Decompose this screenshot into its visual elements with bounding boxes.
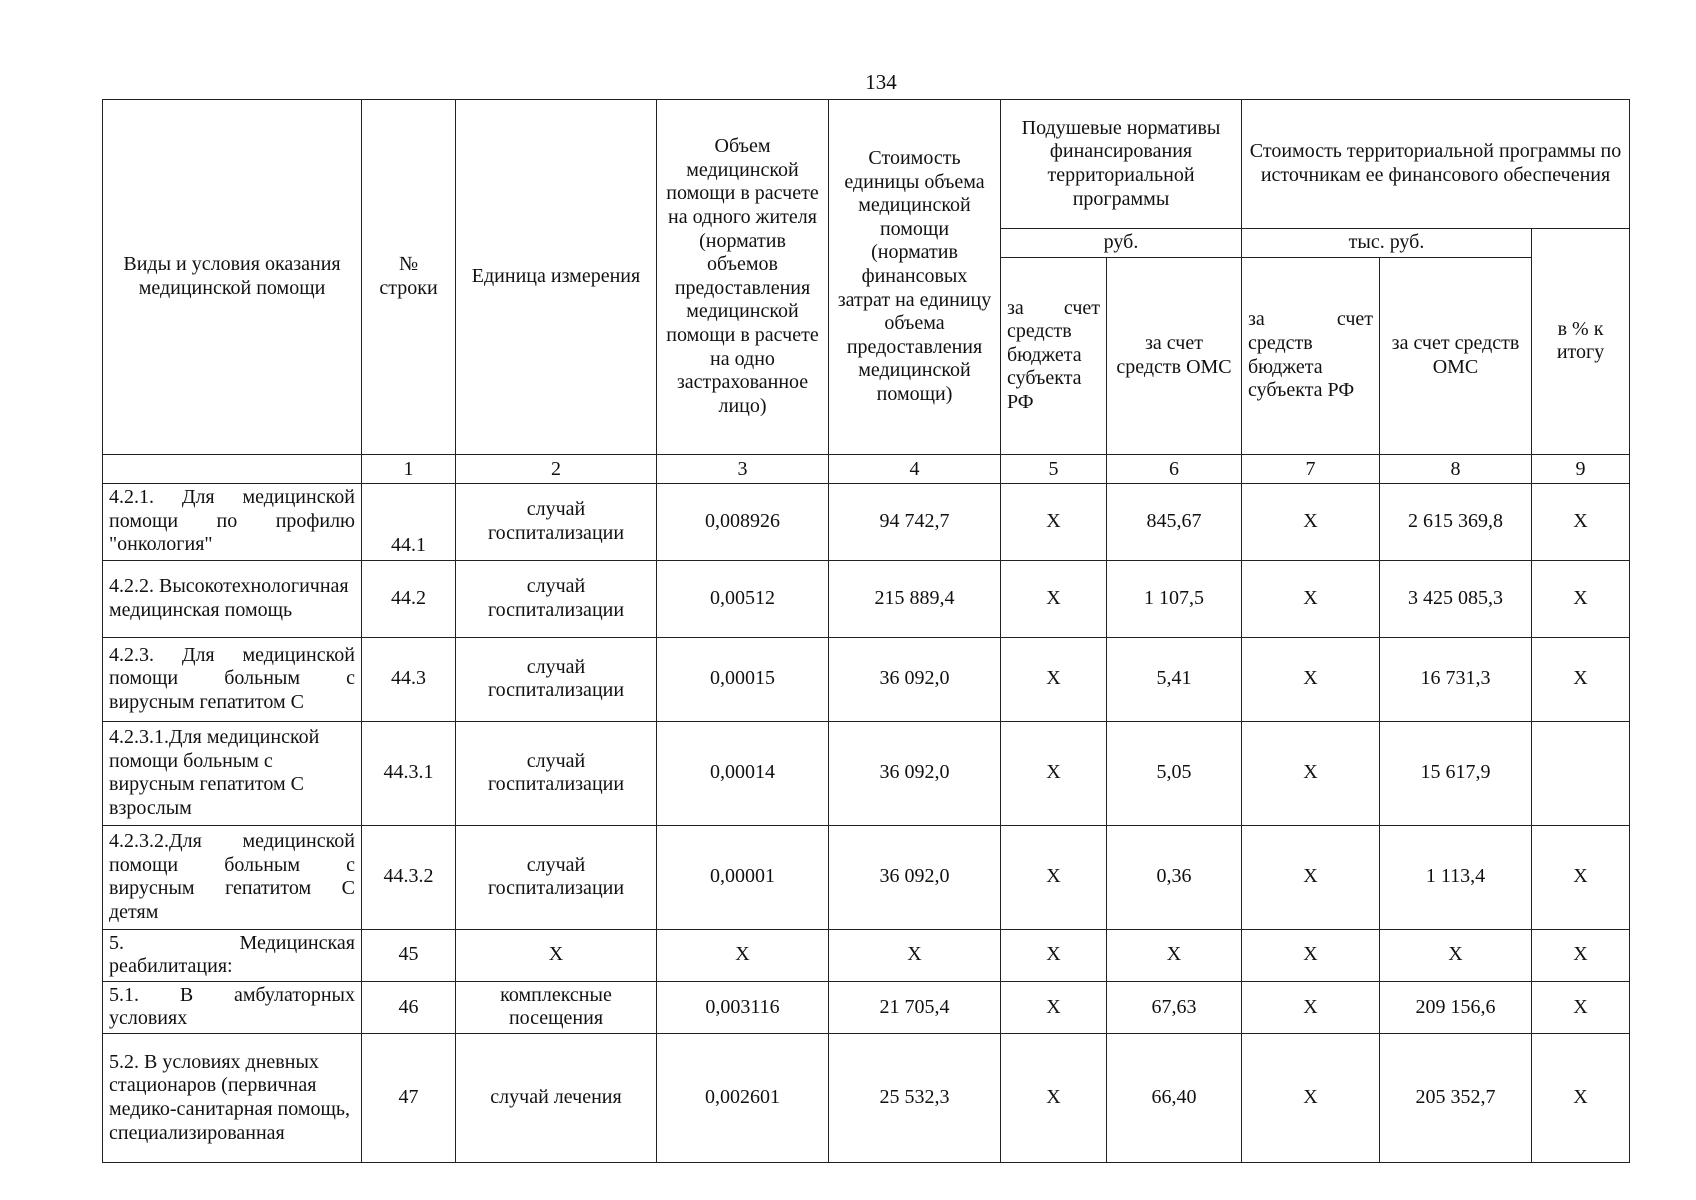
cell-c7: Х: [1242, 637, 1380, 721]
column-number: 6: [1107, 454, 1242, 483]
header-unit-rub: руб.: [1001, 229, 1242, 258]
cell-volume: 0,00512: [657, 560, 829, 637]
column-number: 8: [1380, 454, 1532, 483]
cell-c8: 209 156,6: [1380, 981, 1532, 1033]
column-number: 5: [1001, 454, 1107, 483]
cell-c5: Х: [1001, 825, 1107, 929]
cell-volume: 0,003116: [657, 981, 829, 1033]
cell-kind: 4.2.3.2.Для медицинской помощи больным с вирусным гепатитом С детям: [103, 825, 362, 929]
cell-volume: 0,00014: [657, 721, 829, 825]
cell-cost: 36 092,0: [829, 721, 1001, 825]
cell-c5: Х: [1001, 721, 1107, 825]
cell-volume: Х: [657, 929, 829, 981]
cell-c6: 845,67: [1107, 483, 1242, 560]
cell-unit: случай госпитализации: [456, 560, 657, 637]
cell-c6: 5,05: [1107, 721, 1242, 825]
header-budget-7: за счет средств бюджета субъекта РФ: [1242, 257, 1380, 454]
cell-row-no: 44.3.2: [362, 825, 456, 929]
header-kind: Виды и условия оказания медицинской помощи: [103, 100, 362, 455]
cell-c5: Х: [1001, 1033, 1107, 1162]
cell-c8: 16 731,3: [1380, 637, 1532, 721]
cell-c7: Х: [1242, 825, 1380, 929]
column-number: 2: [456, 454, 657, 483]
cell-c8: 1 113,4: [1380, 825, 1532, 929]
cell-c9: Х: [1532, 560, 1630, 637]
cell-c6: 0,36: [1107, 825, 1242, 929]
header-unit-thousand-rub: тыс. руб.: [1242, 229, 1532, 258]
cell-row-no: 44.3.1: [362, 721, 456, 825]
cell-kind: 4.2.2. Высокотехнологичная медицинская помощь: [103, 560, 362, 637]
cell-kind: 5. Медицинская реабилитация:: [103, 929, 362, 981]
cell-cost: 36 092,0: [829, 825, 1001, 929]
cell-kind: 5.2. В условиях дневных стационаров (первичная медико-санитарная помощь, специализированная: [103, 1033, 362, 1162]
page-number: 134: [865, 70, 897, 94]
cell-row-no: 45: [362, 929, 456, 981]
cell-c7: Х: [1242, 929, 1380, 981]
cell-c8: 15 617,9: [1380, 721, 1532, 825]
cell-c7: Х: [1242, 981, 1380, 1033]
cell-cost: Х: [829, 929, 1001, 981]
column-number: 9: [1532, 454, 1630, 483]
cell-volume: 0,00015: [657, 637, 829, 721]
column-number: 3: [657, 454, 829, 483]
cell-c9: Х: [1532, 1033, 1630, 1162]
cell-c5: Х: [1001, 929, 1107, 981]
cell-c5: Х: [1001, 560, 1107, 637]
column-number: [103, 454, 362, 483]
cell-c8: 205 352,7: [1380, 1033, 1532, 1162]
cell-cost: 215 889,4: [829, 560, 1001, 637]
column-number: 4: [829, 454, 1001, 483]
cell-kind: 4.2.3.1.Для медицинской помощи больным с вирусным гепатитом С взрослым: [103, 721, 362, 825]
cell-c6: 1 107,5: [1107, 560, 1242, 637]
cell-c8: 3 425 085,3: [1380, 560, 1532, 637]
cell-cost: 21 705,4: [829, 981, 1001, 1033]
cell-unit: случай госпитализации: [456, 825, 657, 929]
cell-c5: Х: [1001, 981, 1107, 1033]
cell-c9: Х: [1532, 483, 1630, 560]
cell-c7: Х: [1242, 1033, 1380, 1162]
cell-c8: Х: [1380, 929, 1532, 981]
cell-c7: Х: [1242, 721, 1380, 825]
cell-c7: Х: [1242, 483, 1380, 560]
table-row: [103, 637, 1630, 721]
cell-unit: случай госпитализации: [456, 483, 657, 560]
cell-c6: 66,40: [1107, 1033, 1242, 1162]
table-row: [103, 483, 1630, 560]
cell-c9: Х: [1532, 981, 1630, 1033]
cell-c7: Х: [1242, 560, 1380, 637]
cell-unit: комплексные посещения: [456, 981, 657, 1033]
header-total: Стоимость территориальной программы по источникам ее финансового обеспечения: [1242, 100, 1630, 229]
cell-cost: 25 532,3: [829, 1033, 1001, 1162]
cell-cost: 94 742,7: [829, 483, 1001, 560]
header-oms-6: за счет средств ОМС: [1107, 257, 1242, 454]
cell-unit: случай госпитализации: [456, 637, 657, 721]
cell-row-no: 46: [362, 981, 456, 1033]
cell-row-no: 44.2: [362, 560, 456, 637]
cell-c5: Х: [1001, 483, 1107, 560]
table-row: [103, 929, 1630, 981]
cell-cost: 36 092,0: [829, 637, 1001, 721]
cell-c6: 67,63: [1107, 981, 1242, 1033]
cell-kind: 4.2.1. Для медицинской помощи по профилю "онкология": [103, 483, 362, 560]
table-row: [103, 560, 1630, 637]
table-row: [103, 721, 1630, 825]
cell-kind: 4.2.3. Для медицинской помощи больным с вирусным гепатитом С: [103, 637, 362, 721]
cell-volume: 0,00001: [657, 825, 829, 929]
funding-table: [102, 99, 1630, 1163]
column-numbers-row: [103, 454, 1630, 483]
cell-volume: 0,008926: [657, 483, 829, 560]
cell-c6: 5,41: [1107, 637, 1242, 721]
header-cost: Стоимость единицы объема медицинской помощи (норматив финансовых затрат на единицу объема предоставления медицинской помощи): [829, 100, 1001, 455]
cell-unit: Х: [456, 929, 657, 981]
table-row: [103, 981, 1630, 1033]
cell-c5: Х: [1001, 637, 1107, 721]
column-number: 1: [362, 454, 456, 483]
header-per-capita: Подушевые нормативы финансирования территориальной программы: [1001, 100, 1242, 229]
header-unit: Единица измерения: [456, 100, 657, 455]
cell-kind: 5.1. В амбулаторных условиях: [103, 981, 362, 1033]
cell-c9: [1532, 721, 1630, 825]
cell-unit: случай госпитализации: [456, 721, 657, 825]
cell-c9: Х: [1532, 929, 1630, 981]
cell-volume: 0,002601: [657, 1033, 829, 1162]
header-percent: в % к итогу: [1532, 229, 1630, 455]
header-row-no: № строки: [362, 100, 456, 455]
cell-row-no: 47: [362, 1033, 456, 1162]
cell-c6: Х: [1107, 929, 1242, 981]
cell-row-no: 44.3: [362, 637, 456, 721]
column-number: 7: [1242, 454, 1380, 483]
cell-c8: 2 615 369,8: [1380, 483, 1532, 560]
table-row: [103, 825, 1630, 929]
cell-c9: Х: [1532, 825, 1630, 929]
cell-unit: случай лечения: [456, 1033, 657, 1162]
header-oms-8: за счет средств ОМС: [1380, 257, 1532, 454]
cell-c9: Х: [1532, 637, 1630, 721]
header-volume: Объем медицинской помощи в расчете на одного жителя (норматив объемов предоставления медицинской помощи в расчете на одно застрахованное лицо): [657, 100, 829, 455]
header-budget-5: за счет средств бюджета субъекта РФ: [1001, 257, 1107, 454]
cell-row-no: 44.1: [362, 483, 456, 560]
table-row: [103, 1033, 1630, 1162]
header-row-1: [103, 100, 1630, 229]
